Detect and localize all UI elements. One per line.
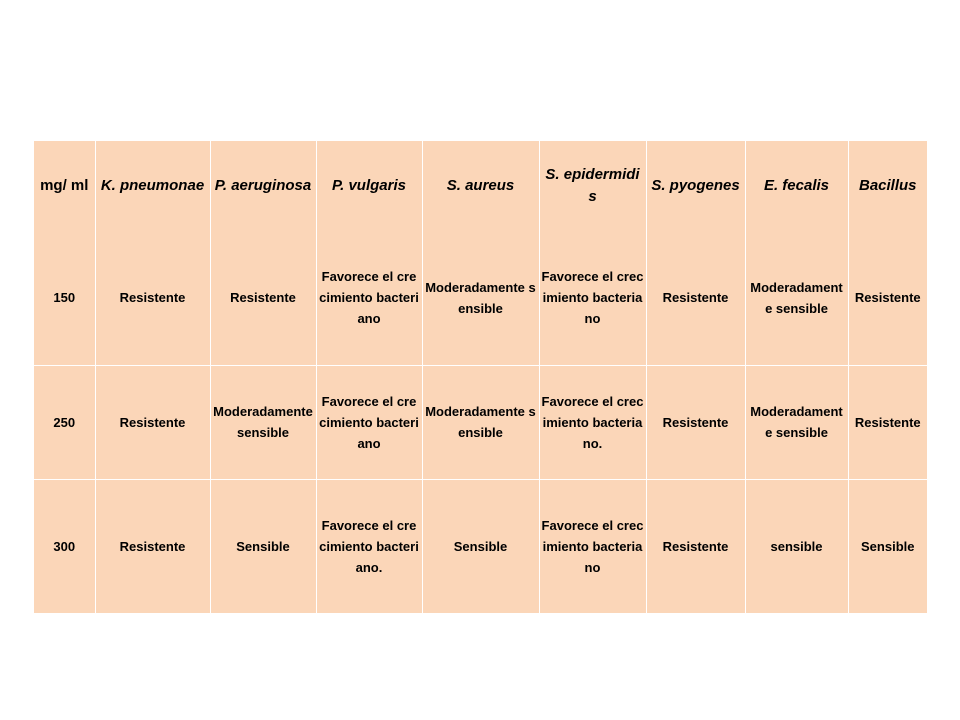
table-cell: Resistente bbox=[848, 365, 927, 479]
table-cell: Resistente bbox=[646, 231, 745, 365]
table-cell: Resistente bbox=[95, 479, 210, 613]
table-cell: Sensible bbox=[422, 479, 539, 613]
header-bacillus: Bacillus bbox=[858, 177, 917, 194]
table-cell: Favorece el crecimiento bacteriano. bbox=[316, 479, 422, 613]
table-cell: Favorece el crecimiento bacteriano bbox=[316, 365, 422, 479]
table-cell: Favorece el crecimiento bacteriano bbox=[539, 231, 646, 365]
table-cell: Moderadamente sensible bbox=[422, 365, 539, 479]
header-p-aeruginosa: P. aeruginosa bbox=[210, 141, 316, 231]
header-dose: mg/ ml bbox=[34, 141, 95, 231]
header-e-fecalis: E. fecalis bbox=[745, 141, 848, 231]
table-row bbox=[34, 231, 927, 365]
table-cell: Resistente bbox=[646, 365, 745, 479]
table-cell: Favorece el crecimiento bacteriano bbox=[539, 479, 646, 613]
table-cell: Moderadamente sensible bbox=[745, 231, 848, 365]
table-row bbox=[34, 479, 927, 613]
table-cell: Resistente bbox=[95, 365, 210, 479]
table-cell: Resistente bbox=[646, 479, 745, 613]
table-cell: Moderadamente sensible bbox=[210, 365, 316, 479]
header-s-aureus: S. aureus bbox=[422, 141, 539, 231]
table-row bbox=[34, 365, 927, 479]
table-cell: Moderadamente sensible bbox=[745, 365, 848, 479]
header-s-pyogenes: S. pyogenes bbox=[646, 141, 745, 231]
table-cell: Sensible bbox=[861, 538, 915, 554]
susceptibility-table bbox=[34, 141, 927, 613]
table-header-row bbox=[34, 141, 927, 231]
header-k-pneumonae: K. pneumonae bbox=[95, 141, 210, 231]
table-cell: Resistente bbox=[210, 231, 316, 365]
dose-cell: 250 bbox=[34, 365, 95, 479]
table-cell: Resistente bbox=[95, 231, 210, 365]
table-cell: Resistente bbox=[848, 231, 927, 365]
table-cell: Sensible bbox=[210, 479, 316, 613]
header-s-epidermidis: S. epidermidis bbox=[539, 141, 646, 231]
dose-cell: 150 bbox=[34, 231, 95, 365]
table-cell: Moderadamente sensible bbox=[422, 231, 539, 365]
header-p-vulgaris: P. vulgaris bbox=[316, 141, 422, 231]
table-cell: Favorece el crecimiento bacteriano bbox=[316, 231, 422, 365]
dose-cell: 300 bbox=[34, 479, 95, 613]
table-cell: sensible bbox=[745, 479, 848, 613]
table-cell: Favorece el crecimiento bacteriano. bbox=[539, 365, 646, 479]
